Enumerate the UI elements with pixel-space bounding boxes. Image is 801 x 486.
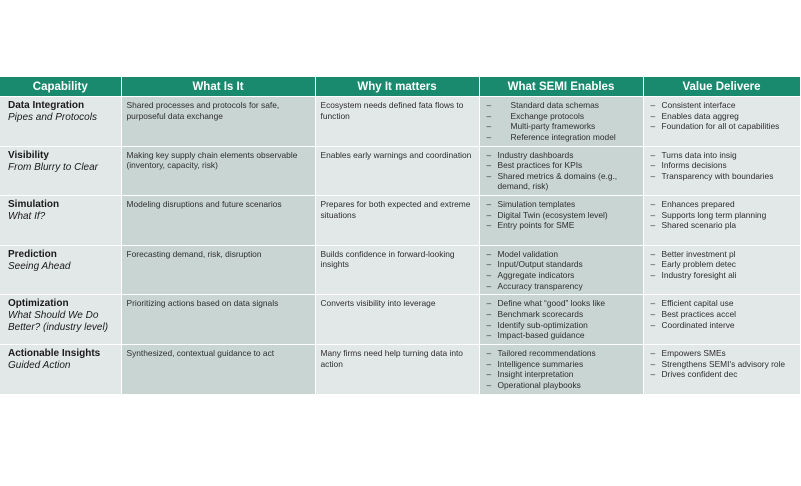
why-it-matters-cell: Converts visibility into leverage (315, 295, 479, 345)
capability-subtitle: Seeing Ahead (8, 260, 71, 272)
list-item: – Informs decisions (649, 160, 795, 171)
value-delivered-cell (643, 344, 800, 394)
value-delivered-cell (643, 245, 800, 295)
what-is-it-cell: Making key supply chain elements observable (inventory, capacity, risk) (121, 146, 315, 196)
value-delivered-list (649, 100, 795, 132)
capability-cell (0, 245, 121, 295)
semi-enables-cell (479, 146, 643, 196)
table-row (0, 196, 800, 246)
list-item: – Consistent interface (649, 100, 795, 111)
list-item: – Best practices for KPIs (485, 160, 638, 171)
table-row (0, 146, 800, 196)
list-item: – Exchange protocols (485, 111, 638, 122)
semi-enables-list (485, 150, 638, 192)
capability-cell (0, 146, 121, 196)
semi-enables-list (485, 348, 638, 390)
capability-cell (0, 295, 121, 345)
list-item: – Industry dashboards (485, 150, 638, 161)
list-item: – Empowers SMEs (649, 348, 795, 359)
capability-name: Actionable Insights (8, 347, 101, 359)
list-item: – Supports long term planning (649, 210, 795, 221)
list-item: – Digital Twin (ecosystem level) (485, 210, 638, 221)
list-item: – Drives confident dec (649, 369, 795, 380)
semi-enables-cell (479, 295, 643, 345)
list-item: – Multi-party frameworks (485, 121, 638, 132)
value-delivered-cell (643, 295, 800, 345)
value-delivered-list (649, 249, 795, 281)
list-item: – Early problem detec (649, 259, 795, 270)
list-item: – Enables data aggreg (649, 111, 795, 122)
semi-enables-list (485, 298, 638, 340)
list-item: – Standard data schemas (485, 100, 638, 111)
semi-enables-list (485, 100, 638, 142)
capability-name: Optimization (8, 298, 69, 310)
table-row (0, 97, 800, 147)
list-item: – Industry foresight ali (649, 270, 795, 281)
list-item: – Better investment pl (649, 249, 795, 260)
list-item: – Define what “good” looks like (485, 298, 638, 309)
capability-table (0, 77, 801, 395)
capability-table-container (0, 77, 786, 395)
capability-subtitle: From Blurry to Clear (8, 161, 99, 173)
list-item: – Turns data into insig (649, 150, 795, 161)
list-item: – Tailored recommendations (485, 348, 638, 359)
why-it-matters-cell: Ecosystem needs defined fata flows to function (315, 97, 479, 147)
table-row (0, 295, 800, 345)
list-item: – Best practices accel (649, 309, 795, 320)
list-item: – Operational playbooks (485, 380, 638, 391)
semi-enables-list (485, 249, 638, 291)
capability-cell (0, 344, 121, 394)
value-delivered-list (649, 348, 795, 380)
what-is-it-cell: Modeling disruptions and future scenarios (121, 196, 315, 246)
what-is-it-cell: Forecasting demand, risk, disruption (121, 245, 315, 295)
what-is-it-cell: Prioritizing actions based on data signals (121, 295, 315, 345)
capability-name: Visibility (8, 149, 49, 161)
value-delivered-list (649, 298, 795, 330)
list-item: – Enhances prepared (649, 199, 795, 210)
header-what-is-it: What Is It (121, 77, 315, 97)
semi-enables-list (485, 199, 638, 231)
value-delivered-cell (643, 146, 800, 196)
value-delivered-cell (643, 196, 800, 246)
capability-name: Simulation (8, 199, 60, 211)
semi-enables-cell (479, 245, 643, 295)
capability-subtitle: What Should We Do Better? (industry level) (8, 310, 109, 334)
semi-enables-cell (479, 97, 643, 147)
capability-cell (0, 196, 121, 246)
value-delivered-list (649, 150, 795, 182)
table-row (0, 344, 800, 394)
header-row (0, 77, 800, 97)
capability-subtitle: Pipes and Protocols (8, 112, 97, 123)
semi-enables-cell (479, 196, 643, 246)
list-item: – Strengthens SEMI's advisory role (649, 359, 795, 370)
list-item: – Model validation (485, 249, 638, 260)
value-delivered-cell (643, 97, 800, 147)
list-item: – Intelligence summaries (485, 359, 638, 370)
table-body (0, 97, 800, 395)
list-item: – Coordinated interve (649, 320, 795, 331)
list-item: – Entry points for SME (485, 220, 638, 231)
list-item: – Foundation for all ot capabilities (649, 121, 795, 132)
list-item: – Identify sub-optimization (485, 320, 638, 331)
list-item: – Reference integration model (485, 132, 638, 143)
list-item: – Accuracy transparency (485, 281, 638, 292)
header-capability: Capability (0, 77, 121, 97)
table-row (0, 245, 800, 295)
why-it-matters-cell: Many firms need help turning data into action (315, 344, 479, 394)
why-it-matters-cell: Prepares for both expected and extreme situations (315, 196, 479, 246)
why-it-matters-cell: Enables early warnings and coordination (315, 146, 479, 196)
list-item: – Impact-based guidance (485, 330, 638, 341)
value-delivered-list (649, 199, 795, 231)
header-what-semi-enables: What SEMI Enables (479, 77, 643, 97)
list-item: – Transparency with boundaries (649, 171, 795, 182)
why-it-matters-cell: Builds confidence in forward-looking insights (315, 245, 479, 295)
capability-cell (0, 97, 121, 147)
capability-subtitle: What If? (8, 211, 46, 223)
list-item: – Shared metrics & domains (e.g., demand, risk) (485, 171, 638, 192)
what-is-it-cell: Synthesized, contextual guidance to act (121, 344, 315, 394)
semi-enables-cell (479, 344, 643, 394)
list-item: – Efficient capital use (649, 298, 795, 309)
list-item: – Simulation templates (485, 199, 638, 210)
list-item: – Insight interpretation (485, 369, 638, 380)
capability-name: Data Integration (8, 100, 85, 111)
list-item: – Input/Output standards (485, 259, 638, 270)
list-item: – Shared scenario pla (649, 220, 795, 231)
header-value-delivered: Value Delivere (643, 77, 800, 97)
what-is-it-cell: Shared processes and protocols for safe, purposeful data exchange (121, 97, 315, 147)
capability-subtitle: Guided Action (8, 359, 71, 371)
capability-name: Prediction (8, 248, 57, 260)
list-item: – Aggregate indicators (485, 270, 638, 281)
header-why-it-matters: Why It matters (315, 77, 479, 97)
list-item: – Benchmark scorecards (485, 309, 638, 320)
